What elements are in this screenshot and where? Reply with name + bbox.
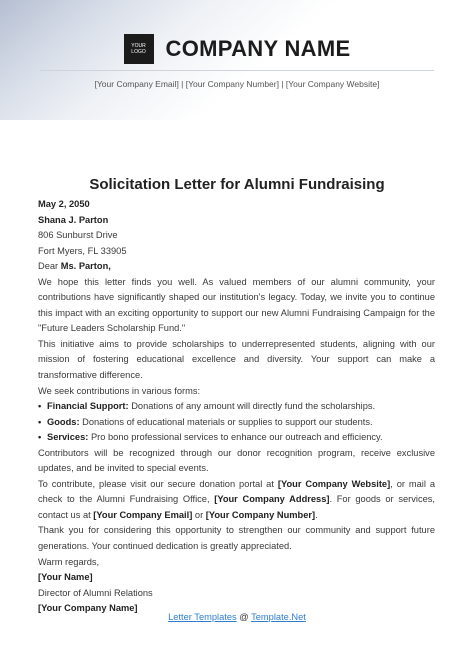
logo-text: YOUR LOGO [131, 43, 146, 55]
company-logo [124, 34, 154, 64]
placeholder-email: [Your Company Email] [93, 509, 193, 520]
list-item [38, 430, 435, 446]
list-item-text: Donations of any amount will directly fund the scholarships. [128, 401, 376, 412]
text-segment: , or mail a check to the Alumni Fundraising Office, [38, 478, 435, 505]
placeholder-number: [Your Company Number] [205, 509, 316, 520]
salutation-name: Ms. Parton, [60, 261, 111, 272]
contribution-list [38, 399, 435, 446]
letter-title: Solicitation Letter for Alumni Fundraising [89, 176, 385, 193]
recipient-address-line1: 806 Sunburst Drive [38, 230, 118, 241]
text-segment: or [192, 509, 206, 520]
list-item-label: Services: [47, 432, 89, 443]
footer-link-template-net[interactable]: Template.Net [251, 612, 306, 622]
text-segment: . [315, 509, 318, 520]
placeholder-address: [Your Company Address] [214, 494, 330, 505]
header-divider [40, 70, 434, 71]
text-segment: To contribute, please visit our secure donation portal at [38, 478, 278, 489]
paragraph-contributions: We seek contributions in various forms: [38, 385, 201, 396]
list-item-label: Financial Support: [47, 401, 129, 412]
letter-date: May 2, 2050 [38, 199, 90, 209]
letter-body [38, 197, 435, 617]
recipient-name: Shana J. Parton [38, 214, 109, 225]
salutation-prefix: Dear [38, 261, 61, 272]
footer-separator: @ [236, 612, 252, 622]
paragraph-how-to-contribute [38, 477, 435, 524]
paragraph-intro: We hope this letter finds you well. As valued members of our alumni community, your contributions have significantly shaped our institution's legacy. Today, we invite you to continue this impact with an exciting opportunity to support our new Alumni Fundraising Campaign for the "Future Leaders Scholarship Fund." [38, 276, 435, 334]
list-item [38, 399, 435, 415]
paragraph-thanks: Thank you for considering this opportunity to strengthen our community and support future generations. Your continued dedication is greatly appreciated. [38, 525, 435, 552]
sender-company: [Your Company Name] [38, 603, 138, 614]
recipient-address-line2: Fort Myers, FL 33905 [38, 245, 127, 256]
company-name: COMPANY NAME [165, 36, 351, 61]
letterhead [0, 34, 474, 64]
list-item [38, 415, 435, 431]
company-contact-line: [Your Company Email] | [Your Company Number] | [Your Company Website] [94, 79, 380, 89]
list-item-label: Goods: [47, 416, 80, 427]
text-segment: . For goods or services, contact us at [38, 494, 436, 520]
footer-link-letter-templates[interactable]: Letter Templates [168, 612, 237, 622]
placeholder-website: [Your Company Website] [277, 478, 391, 489]
paragraph-recognition: Contributors will be recognized through our donor recognition program, receive exclusive updates, and be invited to special events. [38, 447, 435, 474]
list-item-text: Donations of educational materials or supplies to support our students. [79, 416, 373, 427]
sender-name: [Your Name] [38, 572, 93, 583]
list-item-text: Pro bono professional services to enhance our outreach and efficiency. [88, 432, 383, 443]
closing: Warm regards, [38, 556, 100, 567]
sender-title: Director of Alumni Relations [38, 587, 153, 598]
footer [0, 612, 474, 622]
salutation [38, 259, 435, 275]
paragraph-initiative: This initiative aims to provide scholarships to underrepresented students, aligning with our mission of fostering educational excellence and diversity. Your support can make a transformative difference. [38, 338, 435, 381]
